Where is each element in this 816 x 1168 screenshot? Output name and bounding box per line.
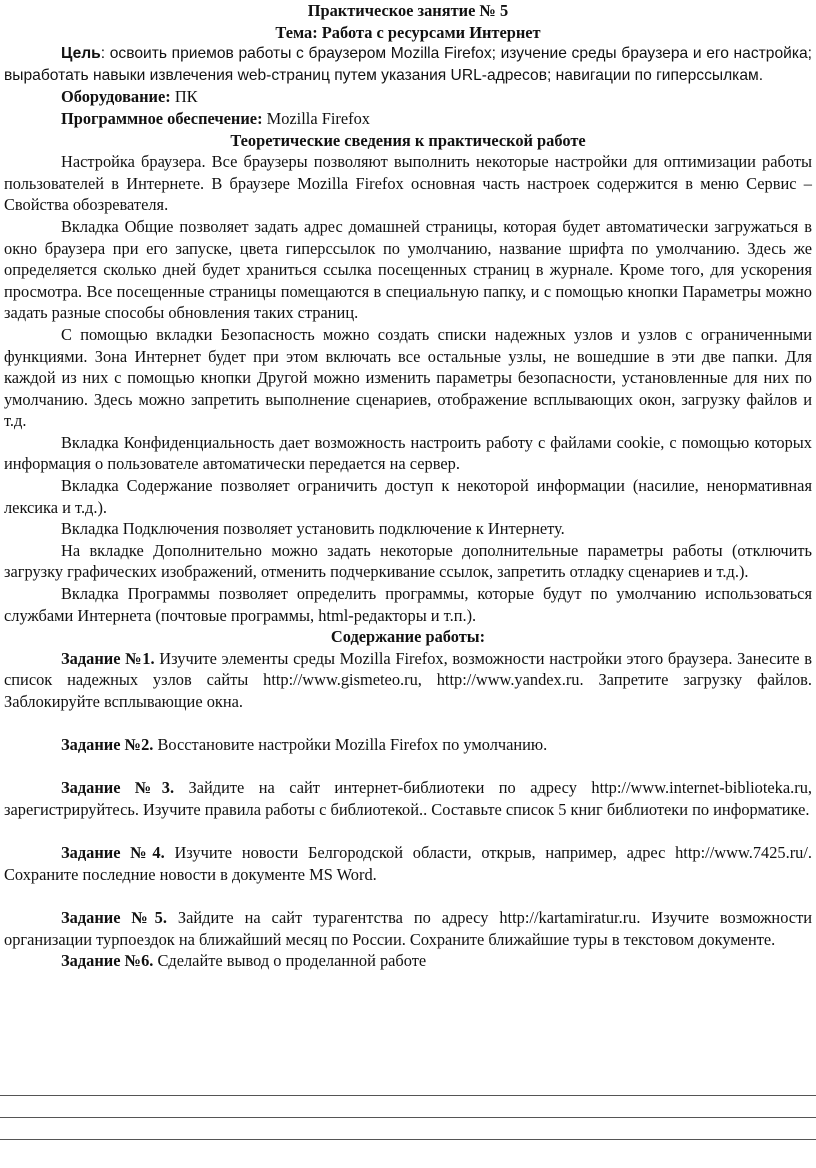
answer-lines — [0, 1095, 816, 1161]
task-text: Сделайте вывод о проделанной работе — [153, 951, 427, 971]
spacer — [4, 821, 812, 843]
answer-line — [0, 1095, 816, 1096]
software-value: Mozilla Firefox — [262, 108, 370, 128]
document-title: Практическое занятие № 5 — [307, 1, 509, 20]
theory-paragraph: На вкладке Дополнительно можно задать некоторые дополнительные параметры работы (отключить загрузку графических изображений, отменить подчеркивание ссылок, запретить отладку сценариев и т.д.). — [4, 540, 812, 582]
theory-paragraph: Настройка браузера. Все браузеры позволяют выполнить некоторые настройки для оптимизации работы пользователей в Интернете. В браузере Mozilla Firefox основная часть настроек содержится в меню Сервис – Свойства обозревателя. — [4, 152, 812, 215]
task-label: Задание №2. — [61, 735, 154, 755]
task-label: Задание №4. — [61, 843, 165, 863]
equipment-value: ПК — [170, 87, 198, 107]
task-3 — [4, 777, 812, 820]
task-6 — [4, 950, 812, 972]
answer-line — [0, 1117, 816, 1118]
task-label: Задание №1. — [61, 648, 155, 668]
theory-heading: Теоретические сведения к практической работе — [230, 130, 586, 150]
task-label: Задание №3. — [61, 778, 175, 798]
equipment-label: Оборудование: — [61, 87, 171, 107]
theory-paragraph: Вкладка Содержание позволяет ограничить доступ к некоторой информации (насилие, ненормативная лексика и т.д.). — [4, 476, 812, 517]
task-text: Зайдите на сайт турагентства по адресу http://kartamiratur.ru. Изучите возможности организации турпоездок на ближайший месяц по России. Сохраните ближайшие туры в текстовом документе. — [4, 907, 813, 949]
document-topic: Тема: Работа с ресурсами Интернет — [275, 22, 541, 42]
task-text: Изучите элементы среды Mozilla Firefox, возможности настройки этого браузера. Занесите в список надежных узлов сайты http://www.gismeteo.ru, http://www.yandex.ru. Запретите загрузку файлов. Заблокируйте всплывающие окна. — [4, 648, 812, 711]
software-line — [4, 108, 812, 130]
spacer — [4, 713, 812, 735]
task-2 — [4, 734, 812, 756]
theory-paragraph: Вкладка Конфиденциальность дает возможность настроить работу с файлами cookie, с помощью которых информация о пользователе автоматически передается на сервер. — [4, 432, 812, 474]
spacer — [4, 756, 812, 778]
task-label: Задание №6. — [61, 951, 154, 971]
goal-paragraph — [4, 43, 812, 86]
task-text: Зайдите на сайт интернет-библиотеки по адресу http://www.internet-biblioteka.ru, зарегистрируйтесь. Изучите правила работы с библиотекой.. Составьте список 5 книг библиотеки по информатике. — [4, 778, 812, 819]
theory-paragraph: Вкладка Программы позволяет определить программы, которые будут по умолчанию использоваться службами Интернета (почтовые программы, html-редакторы и т.п.). — [4, 584, 812, 625]
equipment-line — [4, 86, 812, 108]
task-text: Восстановите настройки Mozilla Firefox по умолчанию. — [153, 735, 548, 755]
task-4 — [4, 842, 812, 885]
spacer — [4, 885, 812, 907]
goal-text: : освоить приемов работы с браузером Mozilla Firefox; изучение среды браузера и его настройка; выработать навыки извлечения web-страниц путем указания URL-адресов; навигации по гиперссылкам. — [4, 45, 812, 84]
goal-label: Цель — [61, 45, 101, 63]
answer-line — [0, 1139, 816, 1140]
task-5 — [4, 907, 812, 950]
task-label: Задание №5. — [61, 907, 167, 927]
theory-paragraph: Вкладка Общие позволяет задать адрес домашней страницы, которая будет автоматически загружаться в окно браузера при его запуске, цвета гиперссылок по умолчанию, название шрифта по умолчанию. Здесь же определяется сколько дней будет храниться ссылка посещенных страниц в журнале. Кроме того, для ускорения просмотра. Все посещенные страницы помещаются в специальную папку, и с помощью кнопки Параметры можно задать разные способы обновления таких страниц. — [4, 216, 812, 323]
theory-paragraph: Вкладка Подключения позволяет установить подключение к Интернету. — [61, 519, 565, 539]
task-text: Изучите новости Белгородской области, открыв, например, адрес http://www.7425.ru/. Сохраните последние новости в документе MS Word. — [4, 843, 812, 884]
theory-paragraph: С помощью вкладки Безопасность можно создать списки надежных узлов и узлов с ограниченными функциями. Зона Интернет будет при этом включать все остальные узлы, не вошедшие в эти две папки. Для каждой из них с помощью кнопки Другой можно изменить параметры безопасности, установленные для них по умолчанию. Здесь можно запретить выполнение сценариев, отображение всплывающих окон, загрузку файлов и т.д. — [4, 324, 812, 431]
software-label: Программное обеспечение: — [61, 108, 263, 128]
content-heading: Содержание работы: — [330, 627, 486, 647]
task-1 — [4, 648, 812, 713]
